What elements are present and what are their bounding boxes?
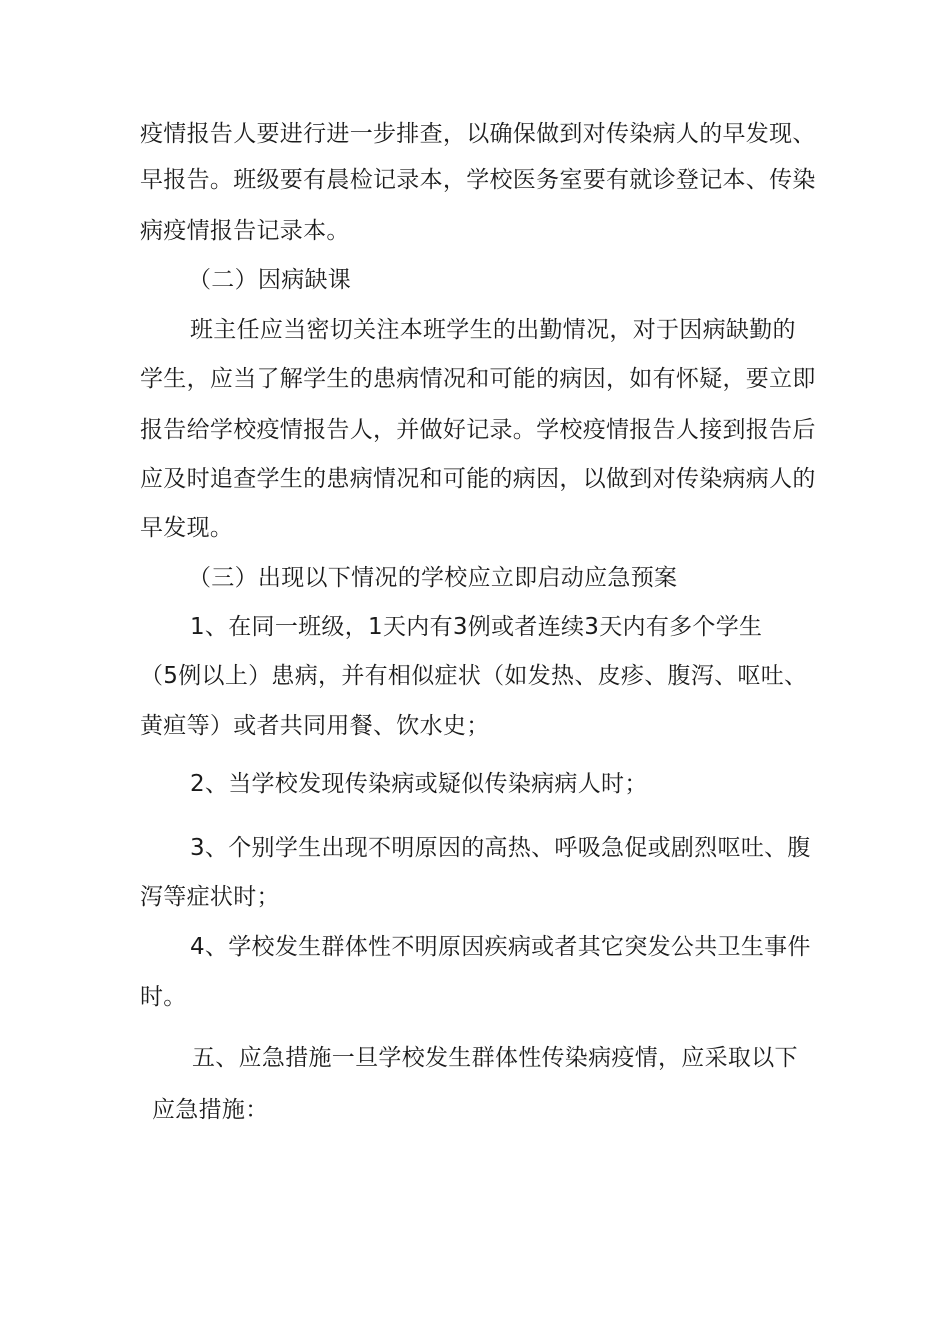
section-heading: （二）因病缺课 (188, 267, 352, 293)
text-line: 黄疸等）或者共同用餐、饮水史； (140, 713, 490, 739)
text-line: 泻等症状时； (140, 884, 280, 910)
text-line: 应急措施： (152, 1097, 269, 1123)
text-line: 学生，应当了解学生的患病情况和可能的病因，如有怀疑，要立即 (140, 366, 816, 392)
list-item: 1、在同一班级，1天内有3例或者连续3天内有多个学生 (190, 614, 763, 640)
section-heading: 五、应急措施一旦学校发生群体性传染病疫情，应采取以下 (192, 1045, 798, 1071)
text-line: 应及时追查学生的患病情况和可能的病因，以做到对传染病病人的 (140, 466, 816, 492)
text-line: 早报告。班级要有晨检记录本，学校医务室要有就诊登记本、传染 (140, 167, 816, 193)
list-item: 3、个别学生出现不明原因的高热、呼吸急促或剧烈呕吐、腹 (190, 835, 811, 861)
text-line: 病疫情报告记录本。 (140, 218, 350, 244)
text-line: （5例以上）患病，并有相似症状（如发热、皮疹、腹泻、呕吐、 (140, 663, 808, 689)
text-line: 报告给学校疫情报告人，并做好记录。学校疫情报告人接到报告后 (140, 417, 816, 443)
list-item: 2、当学校发现传染病或疑似传染病病人时； (190, 771, 648, 797)
section-heading: （三）出现以下情况的学校应立即启动应急预案 (188, 565, 678, 591)
text-line: 班主任应当密切关注本班学生的出勤情况，对于因病缺勤的 (190, 317, 796, 343)
text-line: 疫情报告人要进行进一步排查，以确保做到对传染病人的早发现、 (140, 121, 816, 147)
list-item: 4、学校发生群体性不明原因疾病或者其它突发公共卫生事件 (190, 934, 811, 960)
text-line: 早发现。 (140, 515, 234, 541)
text-line: 时。 (140, 984, 187, 1010)
